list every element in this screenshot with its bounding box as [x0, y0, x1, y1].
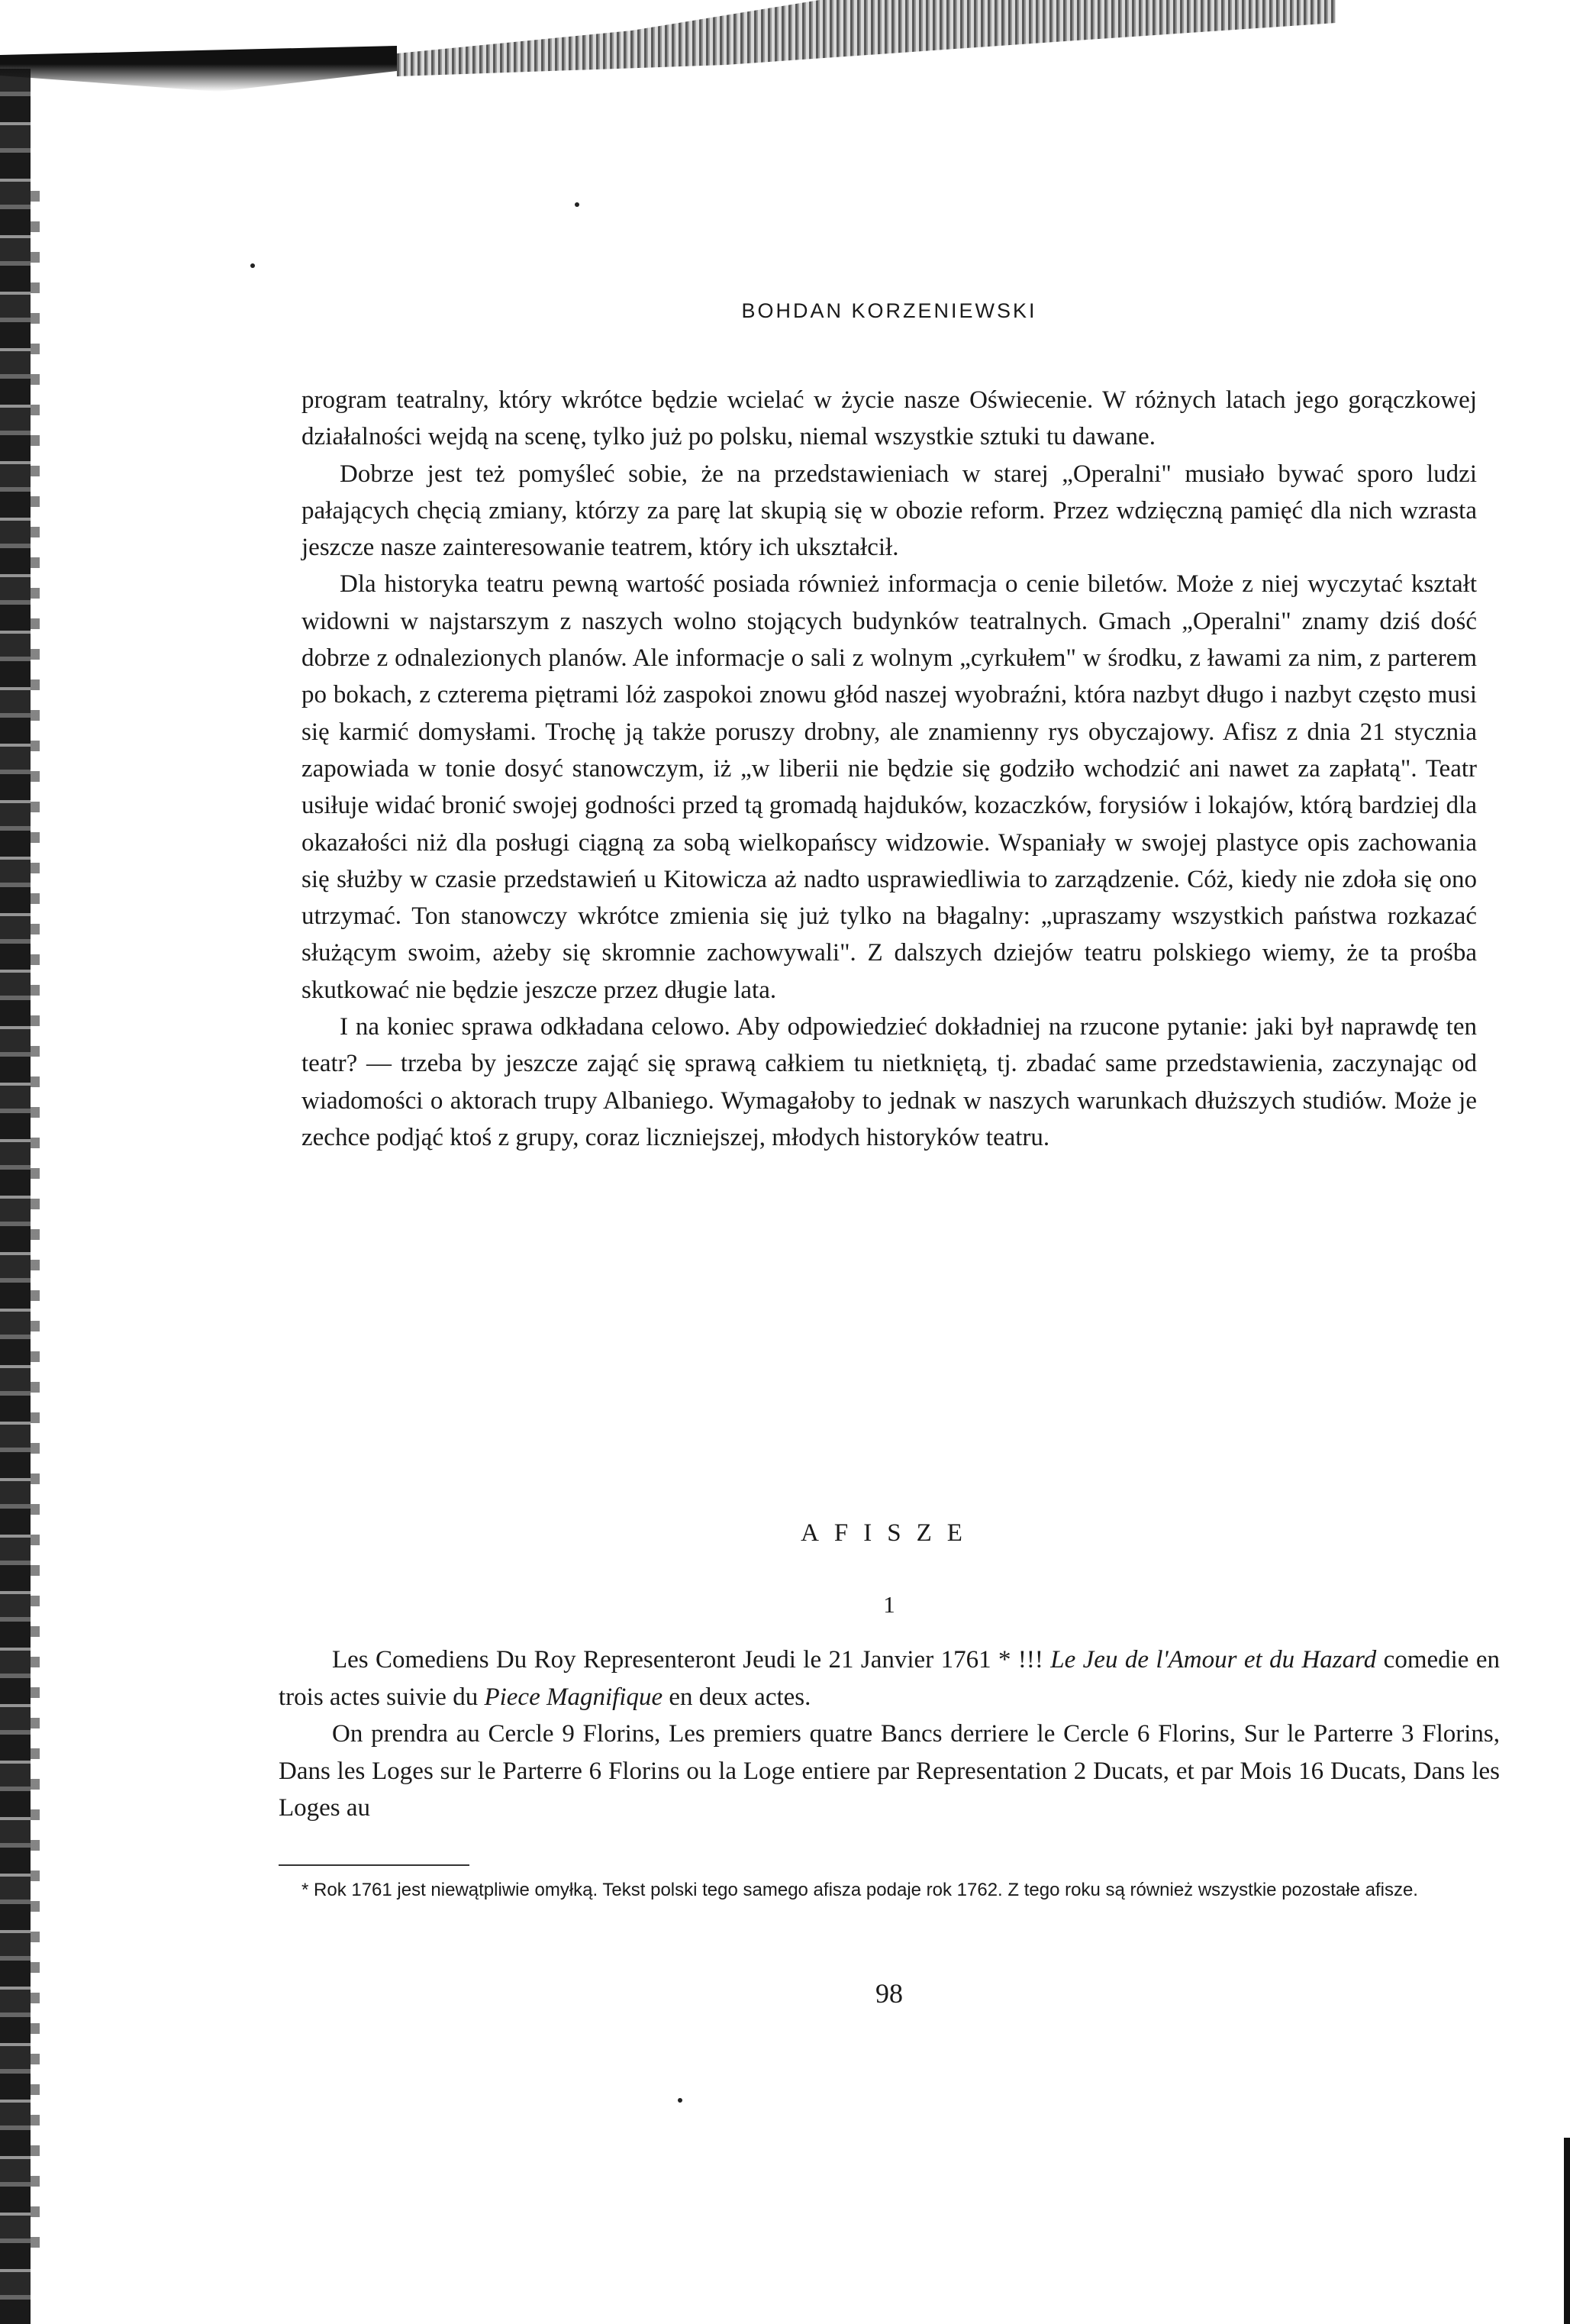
scan-binding-edge: [0, 69, 31, 2324]
paragraph: I na koniec sprawa odkładana celowo. Aby odpowiedzieć dokładniej na rzucone pytanie: jaki był naprawdę ten teatr? — trzeba by jeszcze zająć się sprawą całkiem tu nietkniętą, tj. zbadać same przedstawienia, zaczynając od wiadomości o aktorach trupy Albaniego. Wymagałoby to jednak w naszych warunkach dłuższych studiów. Może je zechce podjąć ktoś z grupy, coraz liczniejszej, młodych historyków teatru.: [301, 1013, 1477, 1151]
poster-text-part: comedie en trois actes suivie du: [279, 1646, 1501, 1711]
paragraph: Dla historyka teatru pewną wartość posiada również informacja o cenie biletów. Może z niej wyczytać kształt widowni w najstarszym z naszych wolno stojących budynków teatralnych. Gmach „Operalni" znamy dziś dość dobrze z odnalezionych planów. Ale informacje o sali z wolnym „cyrkułem" w środku, z ławami za nim, z parterem po bokach, z czterema piętrami lóż zaspokoi znowu głód naszej wyobraźni, która nazbyt długo i nazbyt często musi się karmić domysłami. Trochę ją także poruszy drobny, ale znamienny rys obyczajowy. Afisz z dnia 21 stycznia zapowiada w tonie dosyć stanowczym, iż „w liberii nie będzie się godziło wchodzić ani nawet za zapłatą". Teatr usiłuje widać bronić swojej godności przed tą gromadą hajduków, kozaczków, forysiów i lokajów, którą bardziej dla okazałości niż dla posługi ciągną za sobą wielkopańscy widzowie. Wspaniały w swojej plastyce opis zachowania się służby w czasie przedstawień u Kitowicza aż nadto usprawiedliwia to zarządzenie. Cóż, kiedy nie zdoła się ono utrzymać. Ton stanowczy wkrótce zmienia się już tylko na błagalny: „upraszamy wszystkich państwa rozkazać służącym swoim, ażeby się skromnie zachowywali". Z dalszych dziejów teatru polskiego wiemy, że ta prośba skutkować nie będzie jeszcze przez długie lata.: [301, 570, 1477, 1004]
body-text: [301, 382, 1477, 1156]
footnote-text: * Rok 1761 jest niewątpliwie omyłką. Tekst polski tego samego afisza podaje rok 1762. Z tego roku są również wszystkie pozostałe afisze.: [301, 1880, 1418, 1900]
scan-speck: [250, 263, 255, 268]
scan-edge-shadow: [397, 0, 1336, 76]
poster-text: [279, 1641, 1500, 1827]
scan-speck: [575, 202, 579, 207]
running-head: BOHDAN KORZENIEWSKI: [741, 299, 1037, 322]
paragraph: program teatralny, który wkrótce będzie wcielać w życie nasze Oświecenie. W różnych latach jego gorączkowej działalności wejdą na scenę, tylko już po polsku, niemal wszystkie sztuki tu dawane.: [301, 386, 1477, 451]
poster-paragraph: [279, 1641, 1500, 1716]
poster-paragraph: On prendra au Cercle 9 Florins, Les premiers quatre Bancs derriere le Cercle 6 Florins, Sur le Parterre 3 Florins, Dans les Loges sur le Parterre 6 Florins ou la Loge entiere par Representation 2 Ducats, et par Mois 16 Ducats, Dans les Loges au: [279, 1720, 1500, 1822]
play-title: Piece Magnifique: [484, 1683, 663, 1711]
scan-edge-mark: [1564, 2138, 1570, 2324]
scan-speck: [678, 2098, 682, 2103]
poster-text-part: Les Comediens Du Roy Representeront Jeudi le 21 Janvier 1761 * !!!: [332, 1646, 1051, 1674]
footnote-divider: [279, 1864, 469, 1866]
poster-text-part: en deux actes.: [662, 1683, 811, 1711]
section-number: 1: [883, 1591, 895, 1618]
scan-binding-edge: [31, 191, 40, 2252]
paragraph: Dobrze jest też pomyśleć sobie, że na przedstawieniach w starej „Operalni" musiało bywać sporo ludzi pałających chęcią zmiany, którzy za parę lat skupią się w obozie reform. Przez wdzięczną pamięć dla nich wzrasta jeszcze nasze zainteresowanie teatrem, który ich ukształcił.: [301, 460, 1477, 562]
footnote: [279, 1877, 1500, 1904]
play-title: Le Jeu de l'Amour et du Hazard: [1050, 1646, 1377, 1674]
page-number: 98: [875, 1978, 903, 2009]
section-title: AFISZE: [801, 1519, 978, 1547]
scan-edge-shadow: [0, 46, 397, 92]
